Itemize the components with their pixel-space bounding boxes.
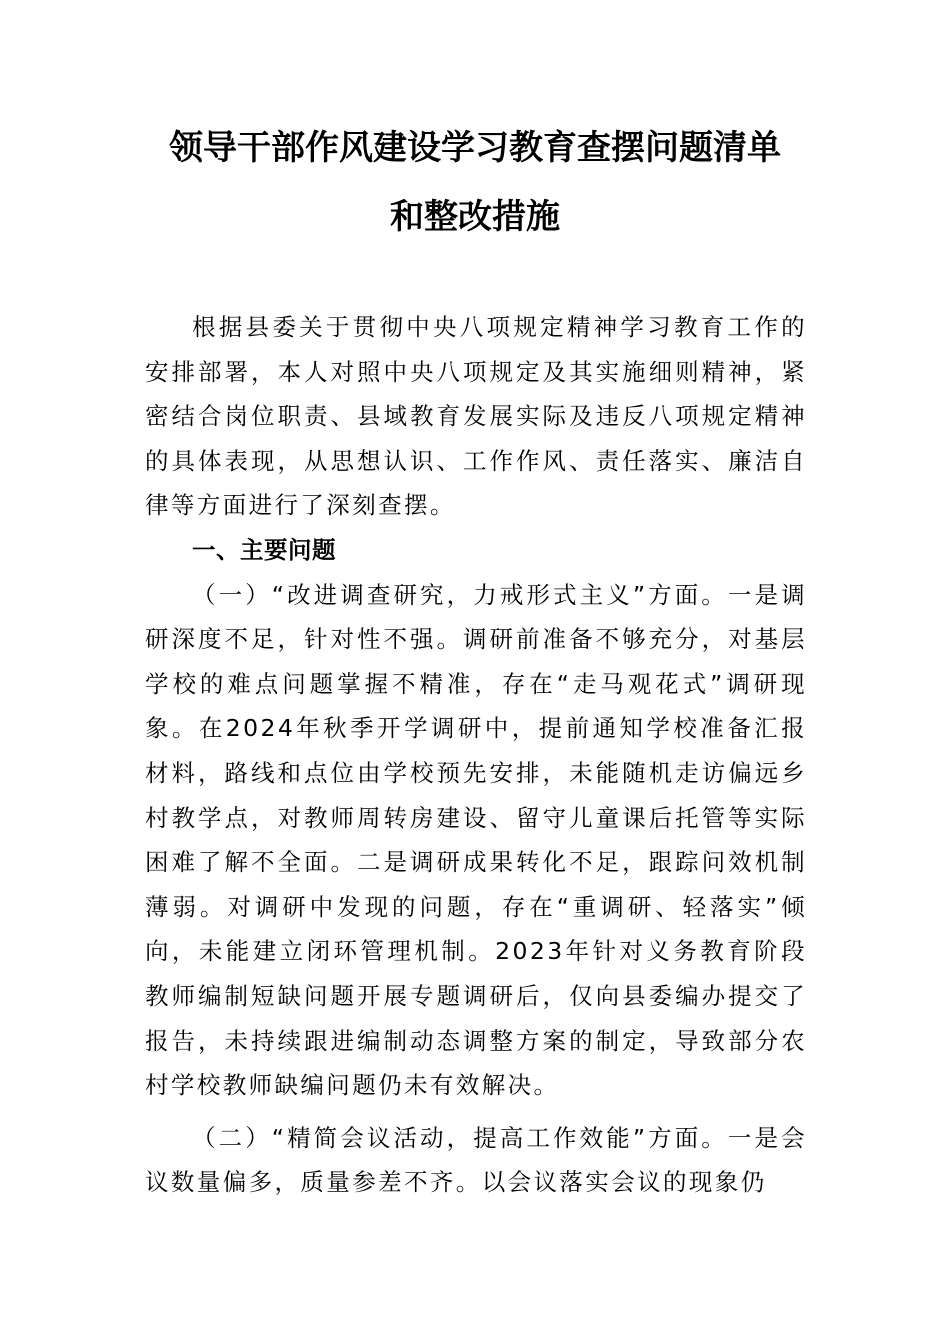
intro-paragraph: 根据县委关于贯彻中央八项规定精神学习教育工作的安排部署，本人对照中央八项规定及其实施细则精神，紧密结合岗位职责、县域教育发展实际及违反八项规定精神的具体表现，从思想认识、工作作风、责任落实、廉洁自律等方面进行了深刻查摆。 [145,313,807,520]
problem-item-2-paragraph: （二）“精简会议活动，提高工作效能”方面。一是会议数量偏多，质量参差不齐。以会议落实会议的现象仍 [145,1123,807,1197]
document-body [145,305,807,1205]
document-title-line-2: 和整改措施 [390,197,560,237]
problem-item-1-paragraph: （一）“改进调查研究，力戒形式主义”方面。一是调研深度不足，针对性不强。调研前准备不够充分，对基层学校的难点问题掌握不精准，存在“走马观花式”调研现象。在2024年秋季开学调研中，提前通知学校准备汇报材料，路线和点位由学校预先安排，未能随机走访偏远乡村教学点，对教师周转房建设、留守儿童课后托管等实际困难了解不全面。二是调研成果转化不足，跟踪问效机制薄弱。对调研中发现的问题，存在“重调研、轻落实”倾向，未能建立闭环管理机制。2023年针对义务教育阶段教师编制短缺问题开展专题调研后，仅向县委编办提交了报告，未持续跟进编制动态调整方案的制定，导致部分农村学校教师缺编问题仍未有效解决。 [145,580,807,1100]
section-heading-main-problems: 一、主要问题 [192,535,336,564]
document-title-line-1: 领导干部作风建设学习教育查摆问题清单 [169,128,781,168]
